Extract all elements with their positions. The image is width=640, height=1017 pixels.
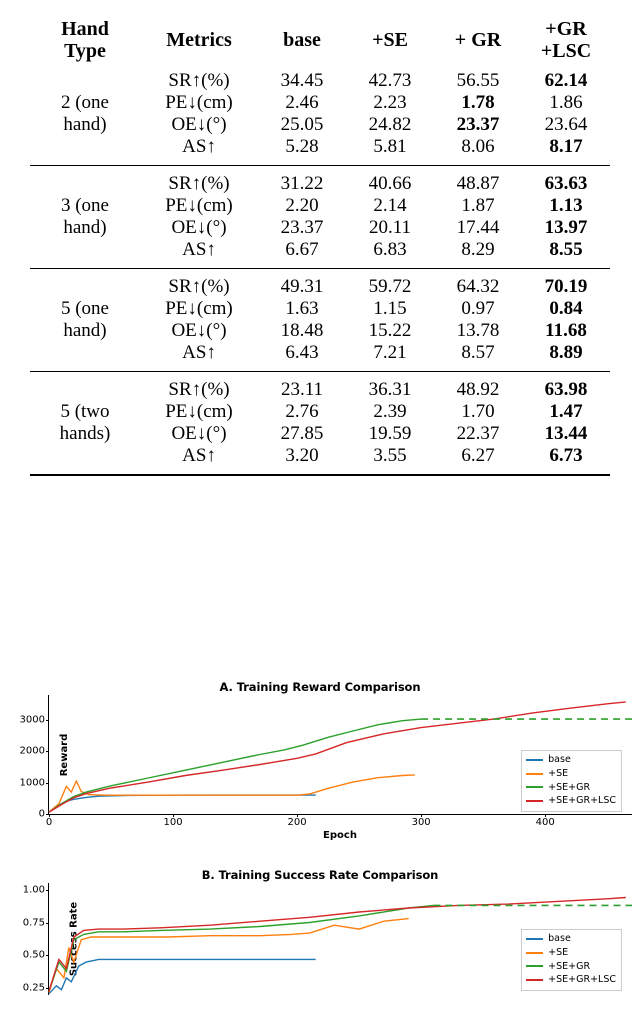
table-row	[30, 379, 610, 401]
metric-cell: SR↑(%)	[168, 275, 230, 297]
value-cell: 2.76	[285, 400, 319, 422]
y-tick-mark	[46, 955, 49, 956]
table-row	[30, 276, 610, 298]
metric-cell: OE↓(°)	[171, 216, 227, 238]
table-row	[30, 136, 610, 158]
value-cell: 64.32	[456, 275, 500, 297]
metric-cell: AS↑	[182, 444, 216, 466]
value-cell: 2.14	[373, 194, 407, 216]
table-row	[30, 70, 610, 92]
y-tick-label: 1000	[19, 777, 45, 789]
header-gr: + GR	[454, 29, 502, 52]
value-cell: 2.20	[285, 194, 319, 216]
value-cell: 23.64	[544, 113, 588, 135]
value-cell: 1.63	[285, 297, 319, 319]
y-tick-label: 2000	[19, 745, 45, 757]
table-row	[30, 173, 610, 195]
value-cell: 1.87	[461, 194, 495, 216]
value-cell: 15.22	[368, 319, 412, 341]
legend-label-se: +SE	[548, 946, 569, 958]
value-cell: 6.27	[461, 444, 495, 466]
value-cell: 5.81	[373, 135, 407, 157]
metric-cell: OE↓(°)	[171, 319, 227, 341]
series-line--se-gr-lsc	[49, 898, 626, 992]
value-cell: 8.06	[461, 135, 495, 157]
y-tick-mark	[46, 720, 49, 721]
plotB-series-svg	[49, 883, 632, 995]
hand-type-spacer	[30, 445, 140, 467]
y-tick-mark	[46, 923, 49, 924]
value-cell: 1.86	[549, 91, 583, 113]
table-row	[30, 298, 610, 320]
value-cell: 13.97	[544, 216, 588, 238]
y-tick-label: 0.75	[22, 917, 45, 929]
x-tick-mark	[421, 814, 422, 817]
metric-cell: PE↓(cm)	[165, 91, 233, 113]
value-cell: 8.55	[549, 238, 583, 260]
value-cell: 6.73	[549, 444, 583, 466]
value-cell: 42.73	[368, 69, 412, 91]
value-cell: 23.11	[280, 378, 324, 400]
value-cell: 8.89	[549, 341, 583, 363]
value-cell: 34.45	[280, 69, 324, 91]
y-tick-label: 0	[38, 808, 45, 820]
value-cell: 63.63	[544, 172, 588, 194]
value-cell: 31.22	[280, 172, 324, 194]
value-cell: 1.13	[549, 194, 583, 216]
value-cell: 6.43	[285, 341, 319, 363]
results-table	[30, 18, 610, 476]
metric-cell: SR↑(%)	[168, 172, 230, 194]
chart-training-reward	[0, 680, 640, 865]
hand-type-spacer	[30, 136, 140, 158]
plotA-series-svg	[49, 695, 632, 814]
metric-cell: PE↓(cm)	[165, 400, 233, 422]
x-tick-mark	[49, 814, 50, 817]
value-cell: 1.47	[549, 400, 583, 422]
hand-type-spacer	[30, 70, 140, 92]
value-cell: 56.55	[456, 69, 500, 91]
x-tick-mark	[173, 814, 174, 817]
value-cell: 48.92	[456, 378, 500, 400]
value-cell: 13.78	[456, 319, 500, 341]
table-header-row	[30, 18, 610, 63]
value-cell: 6.83	[373, 238, 407, 260]
value-cell: 0.84	[549, 297, 583, 319]
metric-cell: AS↑	[182, 341, 216, 363]
x-tick-label: 400	[535, 817, 555, 828]
x-tick-label: 0	[45, 817, 53, 828]
value-cell: 70.19	[544, 275, 588, 297]
value-cell: 2.46	[285, 91, 319, 113]
chart-a-plot-area	[19, 695, 632, 828]
metric-cell: SR↑(%)	[168, 69, 230, 91]
header-gr-lsc: +GR +LSC	[540, 18, 592, 63]
metric-cell: PE↓(cm)	[165, 194, 233, 216]
value-cell: 22.37	[456, 422, 500, 444]
hand-type-spacer	[30, 276, 140, 298]
value-cell: 2.23	[373, 91, 407, 113]
value-cell: 7.21	[373, 341, 407, 363]
chart-b-ylabel: Success Rate	[68, 901, 80, 977]
y-tick-label: 0.25	[22, 982, 45, 994]
value-cell: 40.66	[368, 172, 412, 194]
metric-cell: AS↑	[182, 238, 216, 260]
header-hand-type: Hand Type	[61, 18, 109, 63]
value-cell: 11.68	[545, 319, 587, 341]
x-tick-label: 100	[163, 817, 183, 828]
value-cell: 13.44	[544, 422, 588, 444]
table-row	[30, 195, 610, 217]
value-cell: 18.48	[280, 319, 324, 341]
value-cell: 23.37	[456, 113, 500, 135]
hand-type-spacer	[30, 173, 140, 195]
metric-cell: OE↓(°)	[171, 422, 227, 444]
value-cell: 63.98	[544, 378, 588, 400]
x-tick-mark	[545, 814, 546, 817]
value-cell: 62.14	[544, 69, 588, 91]
y-tick-mark	[46, 751, 49, 752]
value-cell: 6.67	[285, 238, 319, 260]
series-line-base	[49, 959, 316, 993]
value-cell: 8.17	[549, 135, 583, 157]
y-tick-mark	[46, 988, 49, 989]
chart-b-plot-area	[22, 883, 632, 995]
value-cell: 20.11	[368, 216, 412, 238]
series-line--se-gr	[49, 905, 434, 991]
value-cell: 59.72	[368, 275, 412, 297]
chart-training-success-rate	[0, 868, 640, 1017]
hand-type-spacer	[30, 342, 140, 364]
y-tick-label: 3000	[19, 714, 45, 726]
value-cell: 1.15	[373, 297, 407, 319]
value-cell: 1.78	[461, 91, 495, 113]
x-tick-label: 200	[287, 817, 307, 828]
table-row	[30, 92, 610, 114]
value-cell: 8.57	[461, 341, 495, 363]
table-row	[30, 239, 610, 261]
value-cell: 27.85	[280, 422, 324, 444]
legend-label-base: base	[548, 933, 571, 944]
hand-type-spacer	[30, 379, 140, 401]
value-cell: 17.44	[456, 216, 500, 238]
hand-type-cell: 5 (one hand)	[60, 297, 109, 341]
results-table-container	[30, 18, 610, 476]
value-cell: 3.55	[373, 444, 407, 466]
value-cell: 49.31	[280, 275, 324, 297]
y-tick-mark	[46, 783, 49, 784]
metric-cell: SR↑(%)	[168, 378, 230, 400]
value-cell: 23.37	[280, 216, 324, 238]
legend-label-se: +SE	[548, 767, 569, 779]
value-cell: 24.82	[368, 113, 412, 135]
metric-cell: PE↓(cm)	[165, 297, 233, 319]
value-cell: 48.87	[456, 172, 500, 194]
series-line--se-gr	[49, 719, 421, 812]
value-cell: 3.20	[285, 444, 319, 466]
legend-label-se-gr-lsc: +SE+GR+LSC	[548, 795, 616, 807]
legend-label-se-gr-lsc: +SE+GR+LSC	[548, 974, 616, 986]
series-line--se	[49, 775, 415, 812]
y-tick-label: 1.00	[22, 884, 45, 896]
legend-label-se-gr: +SE+GR	[548, 960, 591, 972]
value-cell: 0.97	[461, 297, 495, 319]
y-tick-label: 0.50	[22, 949, 45, 961]
chart-a-ylabel: Reward	[58, 733, 70, 776]
header-metrics: Metrics	[166, 29, 232, 52]
table-row	[30, 445, 610, 467]
value-cell: 1.70	[461, 400, 495, 422]
chart-a-title: A. Training Reward Comparison	[219, 680, 421, 694]
table-row	[30, 342, 610, 364]
y-tick-mark	[46, 890, 49, 891]
table-row	[30, 401, 610, 423]
hand-type-cell: 5 (two hands)	[59, 400, 111, 444]
chart-b-title: B. Training Success Rate Comparison	[201, 868, 439, 882]
series-line-base	[49, 795, 316, 812]
value-cell: 19.59	[368, 422, 412, 444]
metric-cell: AS↑	[182, 135, 216, 157]
chart-a-xlabel: Epoch	[323, 830, 357, 841]
legend-label-base: base	[548, 754, 571, 765]
value-cell: 25.05	[280, 113, 324, 135]
value-cell: 2.39	[373, 400, 407, 422]
x-tick-label: 300	[411, 817, 431, 828]
hand-type-spacer	[30, 239, 140, 261]
value-cell: 5.28	[285, 135, 319, 157]
metric-cell: OE↓(°)	[171, 113, 227, 135]
header-se: +SE	[372, 29, 408, 52]
value-cell: 8.29	[461, 238, 495, 260]
legend-label-se-gr: +SE+GR	[548, 781, 591, 793]
hand-type-cell: 3 (one hand)	[60, 194, 109, 238]
header-base: base	[283, 29, 321, 52]
x-tick-mark	[297, 814, 298, 817]
hand-type-cell: 2 (one hand)	[60, 91, 109, 135]
value-cell: 36.31	[368, 378, 412, 400]
